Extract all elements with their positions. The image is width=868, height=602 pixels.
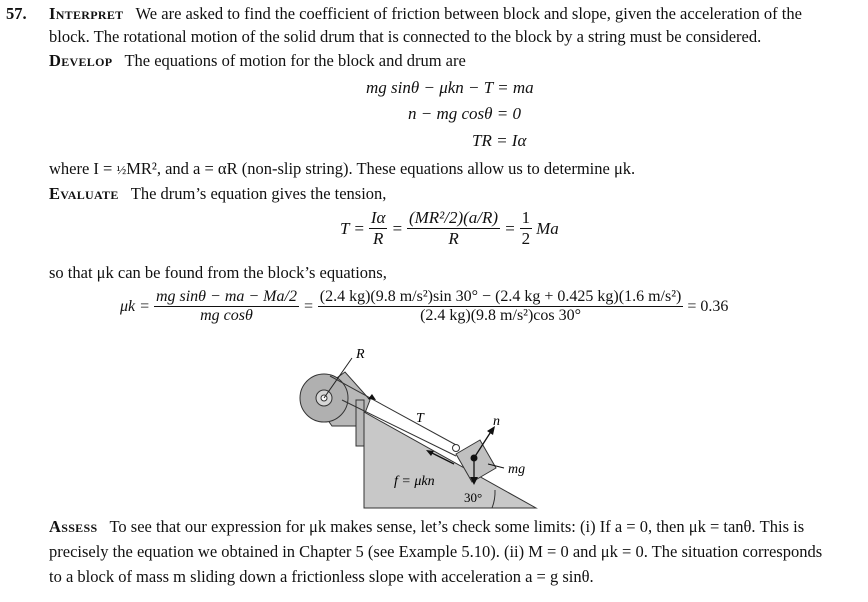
incline-drum-figure [290, 342, 550, 514]
equals-sign: = [504, 218, 516, 238]
tension-fraction-3 [520, 208, 533, 249]
mu-f2-num: (2.4 kg)(9.8 m/s²)sin 30° − (2.4 kg + 0.425 kg)(1.6 m/s²) [319, 288, 682, 305]
where-prefix: where I = [49, 159, 117, 178]
where-rest: MR², and a = αR (non-slip string). These equations allow us to determine μk. [126, 159, 636, 178]
label-n: n [493, 414, 500, 429]
mu-f1-den: mg cosθ [200, 307, 253, 324]
equation-block-motion: mg sinθ − μkn − T = ma [366, 78, 534, 97]
support-post [356, 400, 364, 446]
tension-lhs: T = [340, 218, 365, 238]
equals-sign: = [391, 218, 403, 238]
equals-sign: = [302, 297, 314, 315]
label-friction: f = μkn [394, 474, 435, 489]
tension-f2-num: (MR²/2)(a/R) [408, 208, 499, 227]
tension-rhs: Ma [536, 218, 559, 238]
tension-f1-num: Iα [370, 208, 386, 227]
mu-result: = 0.36 [687, 297, 729, 315]
assess-line-1 [49, 516, 804, 538]
tension-f1-den: R [372, 229, 384, 248]
evaluate-text: The drum’s equation gives the tension, [130, 184, 387, 203]
so-that-line: so that μk can be found from the block’s equations, [49, 263, 387, 282]
evaluate-heading: Evaluate [49, 184, 119, 203]
problem-number: 57. [6, 4, 27, 23]
tension-f2-den: R [448, 229, 459, 248]
half-fraction: ½ [116, 162, 127, 177]
mu-fraction-1 [154, 288, 299, 325]
tension-equation [340, 208, 559, 249]
tension-fraction-2 [407, 208, 500, 249]
mu-equation [120, 288, 728, 325]
develop-text: The equations of motion for the block and drum are [124, 51, 466, 70]
assess-heading: Assess [49, 517, 98, 536]
mu-fraction-2 [318, 288, 684, 325]
interpret-text-1: We are asked to find the coefficient of friction between block and slope, given the acceleration of the [135, 4, 802, 23]
evaluate-line [49, 183, 386, 205]
label-angle: 30° [464, 490, 483, 505]
label-t: T [416, 411, 424, 426]
incline-slope [364, 412, 536, 508]
equation-drum-torque: TR = Iα [472, 131, 527, 150]
assess-text-1: To see that our expression for μk makes sense, let’s check some limits: (i) If a = 0, then μk = tanθ. This is [109, 517, 805, 536]
mu-f2-den: (2.4 kg)(9.8 m/s²)cos 30° [420, 307, 582, 324]
equation-normal-force: n − mg cosθ = 0 [408, 104, 521, 123]
interpret-line-2: block. The rotational motion of the solid drum that is connected to the block by a string must be considered. [49, 27, 762, 46]
develop-line [49, 50, 466, 72]
assess-line-3: to a block of mass m sliding down a frictionless slope with acceleration a = g sinθ. [49, 567, 594, 586]
tension-f3-num: 1 [521, 208, 531, 227]
interpret-line-1 [49, 3, 802, 25]
string-end [453, 445, 460, 452]
label-mg: mg [508, 462, 526, 477]
label-r: R [356, 347, 365, 362]
mu-f1-num: mg sinθ − ma − Ma/2 [155, 288, 297, 305]
assess-line-2: precisely the equation we obtained in Chapter 5 (see Example 5.10). (ii) M = 0 and μk = 0. The situation corresponds [49, 542, 823, 561]
develop-heading: Develop [49, 51, 113, 70]
tension-fraction-1 [369, 208, 388, 249]
tension-f3-den: 2 [521, 229, 531, 248]
mu-lhs: μk = [120, 297, 150, 315]
interpret-heading: Interpret [49, 4, 124, 23]
where-line [49, 158, 635, 181]
